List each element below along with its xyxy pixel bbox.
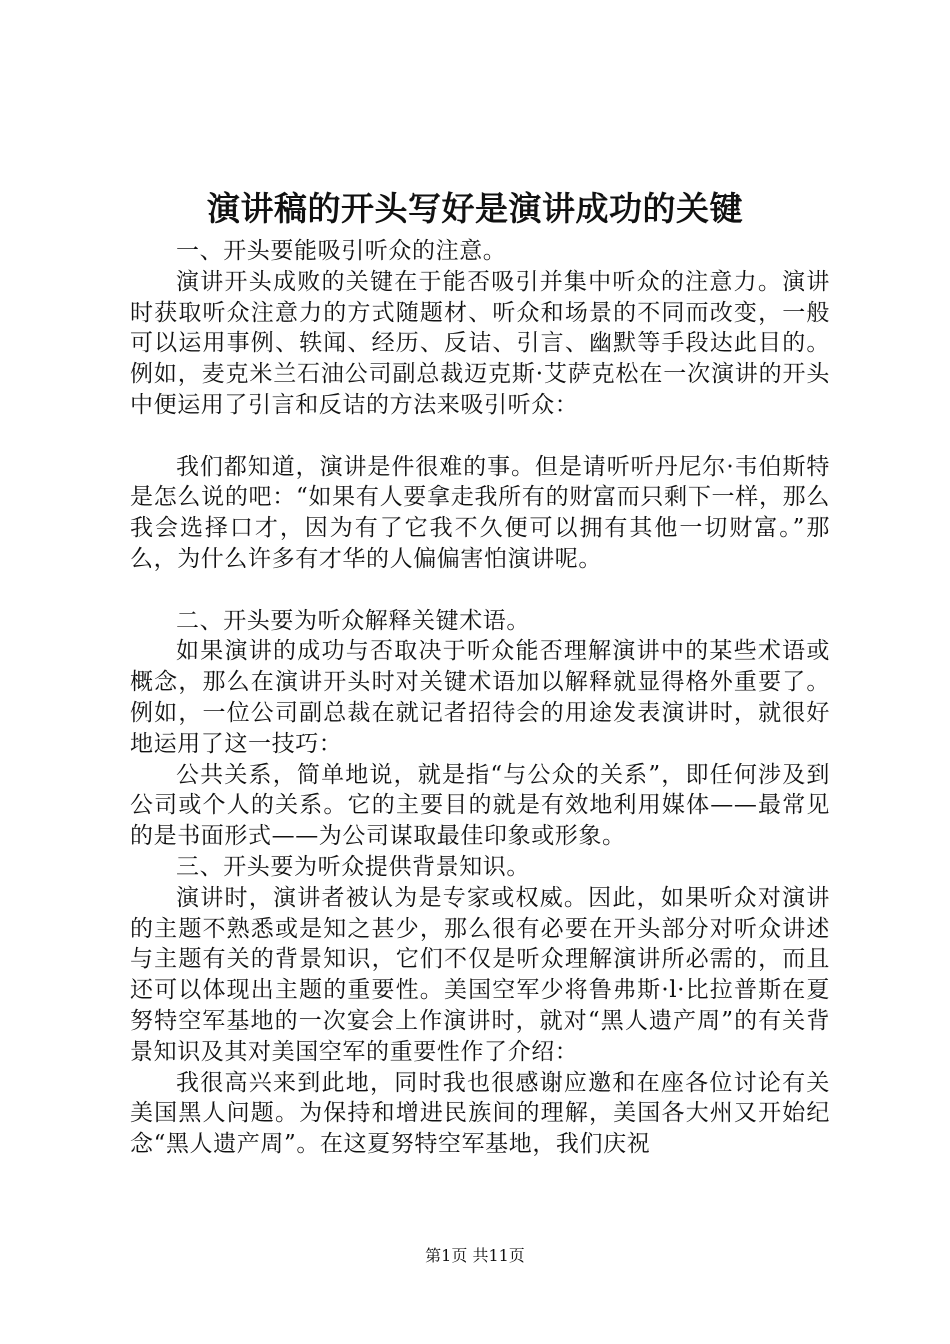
quote-paragraph: 我们都知道，演讲是件很难的事。但是请听听丹尼尔·韦伯斯特是怎么说的吧：“如果有人要拿走我所有的财富而只剩下一样，那么我会选择口才，因为有了它我不久便可以拥有其他一切财富。”那么，为什么许多有才华的人偏偏害怕演讲呢。	[130, 453, 830, 572]
quote-paragraph: 我很高兴来到此地，同时我也很感谢应邀和在座各位讨论有关美国黑人问题。为保持和增进民族间的理解，美国各大州又开始纪念“黑人遗产周”。在这夏努特空军基地，我们庆祝	[130, 1069, 830, 1158]
page-footer: 第1页 共11页	[425, 1246, 525, 1265]
section-heading-1: 一、开头要能吸引听众的注意。	[176, 238, 507, 264]
paragraph: 如果演讲的成功与否取决于听众能否理解演讲中的某些术语或概念，那么在演讲开头时对关键术语加以解释就显得格外重要了。例如，一位公司副总裁在就记者招待会的用途发表演讲时，就很好地运用了这一技巧：	[130, 638, 830, 757]
section-heading-3: 三、开头要为听众提供背景知识。	[176, 853, 530, 880]
section-heading-2: 二、开头要为听众解释关键术语。	[176, 607, 530, 634]
paragraph-spacer	[130, 575, 830, 606]
paragraph: 演讲时，演讲者被认为是专家或权威。因此，如果听众对演讲的主题不熟悉或是知之甚少，那么很有必要在开头部分对听众讲述与主题有关的背景知识，它们不仅是听众理解演讲所必需的，而且还可以体现出主题的重要性。美国空军少将鲁弗斯·l·比拉普斯在夏努特空军基地的一次宴会上作演讲时，就对“黑人遗产周”的有关背景知识及其对美国空军的重要性作了介绍：	[130, 884, 830, 1065]
paragraph-spacer	[130, 421, 830, 452]
quote-paragraph: 公共关系，简单地说，就是指“与公众的关系”，即任何涉及到公司或个人的关系。它的主要目的就是有效地利用媒体——最常见的是书面形式——为公司谋取最佳印象或形象。	[130, 761, 830, 850]
document-title: 演讲稿的开头写好是演讲成功的关键	[207, 189, 743, 228]
paragraph: 演讲开头成败的关键在于能否吸引并集中听众的注意力。演讲时获取听众注意力的方式随题材、听众和场景的不同而改变，一般可以运用事例、轶闻、经历、反诘、引言、幽默等手段达此目的。例如，麦克米兰石油公司副总裁迈克斯·艾萨克松在一次演讲的开头中便运用了引言和反诘的方法来吸引听众：	[130, 268, 830, 418]
document-body	[130, 236, 830, 1160]
